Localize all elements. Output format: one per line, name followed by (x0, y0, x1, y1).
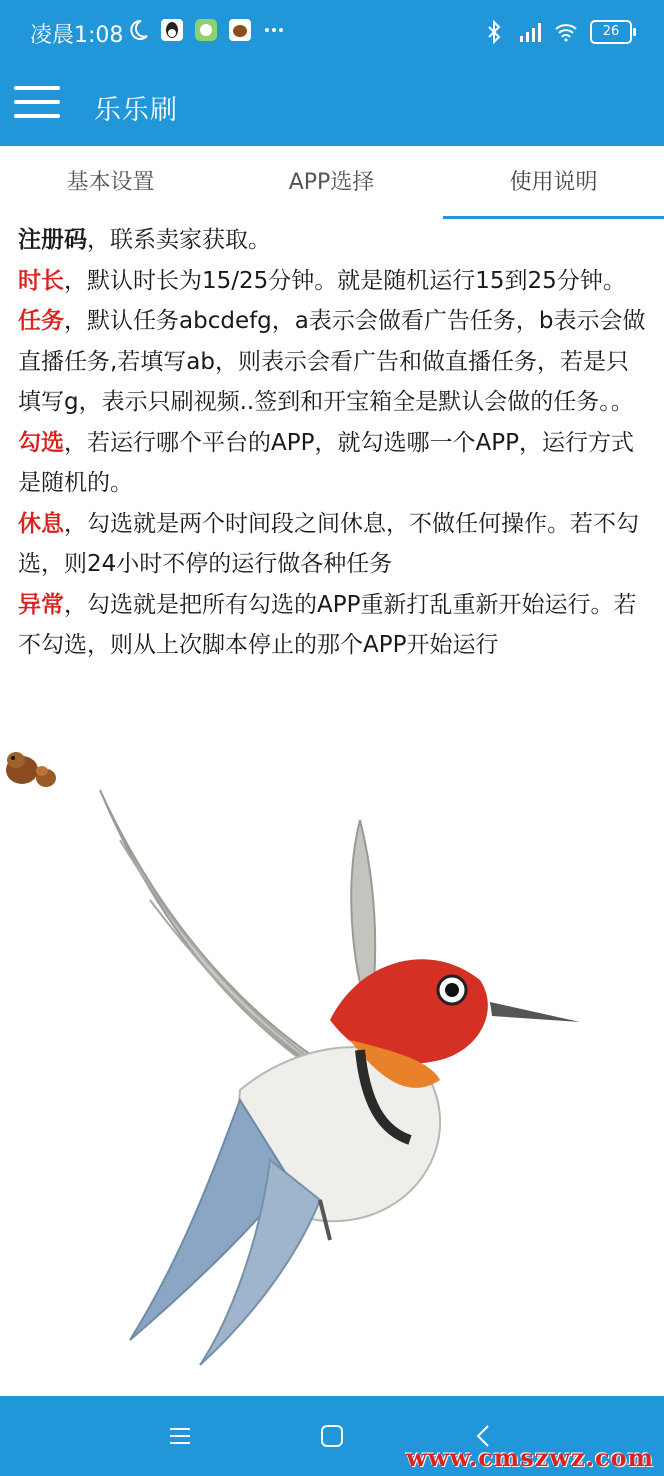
recent-apps-icon[interactable] (164, 1420, 196, 1452)
instruction-item (18, 504, 648, 585)
qq-icon (160, 18, 184, 42)
instruction-item (18, 585, 648, 666)
hummingbird-illustration (60, 780, 600, 1370)
hamburger-menu-icon[interactable] (14, 86, 60, 128)
bear-app-icon (228, 18, 252, 42)
instruction-keyword: 异常 (18, 591, 64, 618)
status-right-icons (482, 20, 632, 44)
instruction-keyword: 任务 (18, 308, 64, 334)
instructions-content (18, 220, 648, 666)
app-title: 乐乐刷 (94, 95, 178, 126)
app-notification-icon (194, 18, 218, 42)
instruction-item (18, 220, 648, 261)
instruction-keyword: 时长 (18, 267, 64, 294)
more-notifications-icon (262, 18, 286, 42)
instruction-item (18, 423, 648, 504)
bluetooth-icon (482, 20, 506, 44)
watermark: www.cmszwz.com (406, 1443, 654, 1472)
active-tab-indicator (443, 216, 664, 219)
instruction-keyword: 休息 (18, 510, 64, 537)
notification-icons (126, 18, 286, 42)
tab-bar (0, 146, 664, 220)
tab-basic-settings[interactable]: 基本设置 (66, 170, 155, 195)
system-nav-bar (0, 1396, 664, 1476)
battery-indicator: 26 (590, 20, 632, 44)
home-icon[interactable] (316, 1420, 348, 1452)
signal-icon (518, 20, 542, 44)
instruction-text: ，默认任务abcdefg，a表示会做看广告任务，b表示会做直播任务,若填写ab，则表示会看广告和做直播任务，若是只填写g，表示只刷视频..签到和开宝箱全是默认会做的任务。。 (18, 308, 646, 415)
instruction-keyword: 注册码 (18, 227, 87, 253)
status-bar (0, 0, 664, 66)
instruction-text: ，默认时长为15/25分钟。就是随机运行15到25分钟。 (64, 267, 626, 294)
floating-bear-icon[interactable] (2, 744, 60, 790)
tab-instructions[interactable]: 使用说明 (509, 170, 598, 195)
instruction-item (18, 301, 648, 423)
instruction-text: ，勾选就是两个时间段之间休息，不做任何操作。若不勾选，则24小时不停的运行做各种任务 (18, 510, 639, 577)
app-bar (0, 0, 664, 146)
instruction-item (18, 261, 648, 302)
instruction-text: ，联系卖家获取。 (87, 227, 271, 253)
moon-icon (126, 18, 150, 42)
instruction-keyword: 勾选 (18, 429, 64, 456)
tab-app-selection[interactable]: APP选择 (288, 170, 375, 195)
instruction-text: ，若运行哪个平台的APP，就勾选哪一个APP，运行方式是随机的。 (18, 429, 634, 496)
status-time: 凌晨1:08 (30, 23, 124, 48)
wifi-icon (554, 20, 578, 44)
instruction-text: ，勾选就是把所有勾选的APP重新打乱重新开始运行。若不勾选，则从上次脚本停止的那个APP开始运行 (18, 591, 637, 658)
